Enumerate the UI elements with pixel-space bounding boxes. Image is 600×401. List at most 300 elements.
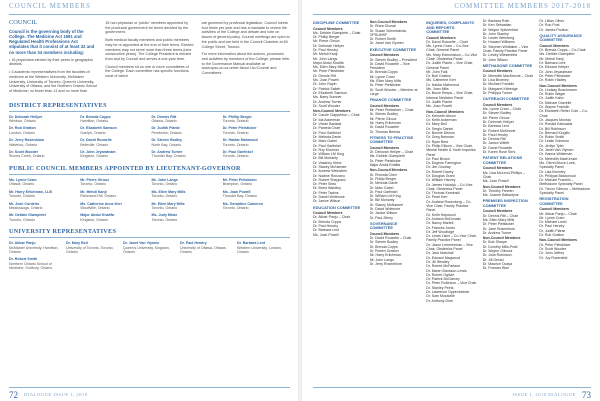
committee-member: Dr. Michael Franklin – Methadone Specialty Panel <box>539 178 583 187</box>
member-name: Dr. Jerry Rosenblum <box>9 138 45 143</box>
committee-member: Dr. Paul Brown <box>426 156 450 161</box>
member-entry <box>152 178 219 187</box>
committee-member: Dr. Lisa Bromley <box>539 169 566 174</box>
committee-member: Dr. Ken Sebastian <box>482 23 512 28</box>
member-location: Northern Ontario School of Medicine, Sudbury, Ontario <box>9 261 53 271</box>
committee-member: Major Abdul Khalifa <box>369 163 401 168</box>
committee-columns <box>313 19 591 383</box>
committee-subheading: Non-Council Members <box>539 238 578 243</box>
committee-member: Dr. Stacey McNamee <box>369 202 404 207</box>
member-location: University of Toronto, Toronto, Ontario <box>66 245 114 254</box>
member-location: Toronto, Ontario <box>151 182 178 187</box>
member-entry <box>80 213 147 222</box>
committee-member: Dr. Jason Lemmerman – Vice Chair, Obstetrics Panel <box>426 242 473 252</box>
committee-subheading: Council Members <box>313 211 343 216</box>
member-location: Toronto, Ontario <box>9 217 35 222</box>
committee-member: Dr. David Rouselle – Chair <box>369 236 412 241</box>
university-title: UNIVERSITY REPRESENTATIVES <box>9 228 290 238</box>
committee-member: Ms. Joan Mills <box>426 87 449 92</box>
committee-member: Dr. Vasanny Mrkic <box>313 160 342 165</box>
committee-member: Dr. John Wilson <box>482 57 508 62</box>
member-location: North Bay, Ontario <box>151 142 181 147</box>
committee-subheading: Council Members <box>482 102 513 107</box>
committee-member: Dr. Dennis Ritt <box>313 73 336 78</box>
committee-member: Dr. Daniel Whitmore <box>313 195 345 200</box>
member-name: Dr. Paul Garfinkel <box>222 150 253 155</box>
about-column-1 <box>9 21 97 97</box>
committee-member: Dr. Akbar Panju – Chair <box>313 215 351 220</box>
committee-member: Dr. Steven Bodley – President <box>369 57 417 62</box>
committee-subheading: Council Members <box>369 103 400 108</box>
committee-member: Dr. Wayne Franklin <box>539 105 570 110</box>
committee-subheading: Non-Council Members <box>539 83 578 88</box>
member-name: Dr. Andrew Turner <box>151 150 183 155</box>
committee-member: Dr. Paul Hendry <box>313 47 339 52</box>
committee-member: Mr. John Langs <box>369 257 394 262</box>
committee-member: Dr. Roy Kirshner <box>313 147 340 152</box>
committee-member: Ms. Debbie Giampietri <box>539 52 575 57</box>
committee-column <box>370 19 422 383</box>
member-name: Ms. Geraldine Cameron <box>222 201 263 206</box>
committee-member: Dr. Michael Franklin <box>482 82 515 87</box>
committee-member: Dr. Kenneth Abson <box>426 113 456 118</box>
member-name: Mr. Peter Pielsticker <box>222 177 257 182</box>
member-location: Toronto, Ontario <box>151 217 178 222</box>
member-name: Mr. John Langs <box>151 177 178 182</box>
committee-member: Ms. Lisa McLeod-Phillips – Chair <box>482 170 525 179</box>
committee-member: Dr. Barbara Lent <box>482 124 509 129</box>
right-page <box>300 0 600 401</box>
committee-member: Dr. Sam Mocaville <box>426 294 455 299</box>
committee-member: Dr. Ron Post <box>539 23 560 28</box>
committee-member: Dr. Marc Gabel <box>369 185 394 190</box>
committee-member: Dr. Dennis Ritt – Chair <box>482 213 519 218</box>
committee-member: Dr. Margaret Kittredge <box>482 86 518 91</box>
committee-member: Dr. Paul Hendry <box>482 132 508 137</box>
member-name: Ms. Judy Mintz <box>151 213 178 218</box>
member-entry <box>9 126 76 135</box>
committee-member: Dr. Robin Smith <box>539 135 565 140</box>
committee-member: Dr. Haidar Mahmoud <box>426 82 459 87</box>
committee-member: Dr. Keith Ackerman <box>426 118 457 123</box>
right-header-bar <box>313 0 591 15</box>
page-number: 72 <box>9 389 18 400</box>
committee-member: Dr. Scott Wooder <box>313 103 340 108</box>
committee-member: Dr. Andrew Rosenberg – Co-Vice Chair, Family Practice Panel <box>426 199 472 213</box>
committee-member: Dr. William LM King <box>313 152 344 157</box>
member-location: Toronto, Ontario <box>222 205 249 210</box>
committee-member: Dr. Lesley Wiesenfeld <box>482 53 518 58</box>
page-number: 73 <box>582 389 591 400</box>
member-entry <box>123 241 176 254</box>
committee-subheading: Non-Council Members <box>482 184 521 189</box>
committee-member: Dr. Vivian Barakat <box>313 122 342 127</box>
committee-member: Dr. Timothy Frewen <box>482 188 514 193</box>
about-paragraph: Council members sit on one or more committees of the College. Each committee has specific functions, most of which <box>105 64 190 79</box>
member-location: Richmond Hill, Ontario <box>80 194 117 199</box>
committee-member: Dr. Stephen Whittaker – Vice Chair, Family Practice Panel <box>482 44 529 54</box>
committee-member: Dr. Judith Plante – Vice Chair, General Panel <box>426 61 474 70</box>
about-paragraph: • 16 physicians elected by their peers in geographic districts. <box>9 57 94 67</box>
committee-member: Ms. Joanne Ballantyne <box>482 193 519 198</box>
committee-member: Dr. Jane Rosenblum <box>482 226 515 231</box>
section-header: COMMITTEE MEMBERS 2017-2018 <box>454 2 591 10</box>
committee-member: Ms. Joan Powell <box>426 104 453 109</box>
committee-member: Dr. Patrick Safieh <box>313 86 341 91</box>
member-entry <box>9 138 76 147</box>
committee-member: Dr. Janet Van Vlymen <box>539 148 574 153</box>
committee-member: Dr. Rhonda Chen <box>369 172 398 177</box>
committee-member: Dr. Susan Schneiwinds, OPSUMSF <box>369 28 408 37</box>
committee-member: Ms. Joan Powell <box>313 78 339 83</box>
member-location: Toronto, Ontario <box>151 205 178 210</box>
member-name: Ms. Joan Powell <box>222 189 251 194</box>
committee-member: Dr. Philip Ellison – Vice Chair, Mental Health & Youth Inquiries Panel <box>426 143 476 157</box>
committee-subheading: Non-Council Members <box>482 236 521 241</box>
member-name: Dr. Brenda Copps <box>80 114 111 119</box>
committee-subheading: Non-Council Members <box>313 109 351 114</box>
committee-column <box>426 19 478 383</box>
committee-member: Dr. Keith Haywood <box>426 212 456 217</box>
committee-member: Ms. Lynne Cram – Chair <box>482 107 522 112</box>
member-location: Belleville, Ontario <box>80 142 109 147</box>
committee-member: Dr. Bob Sharpe <box>482 240 508 245</box>
member-location: Queen's University, Kingston, Ontario <box>123 245 170 254</box>
committee-member: Mr. Pierre Giroux <box>313 39 340 44</box>
committee-member: Dr. Philippa Blackwood <box>539 173 576 178</box>
committee-member: Dr. Howard Williams <box>482 40 515 45</box>
member-entry <box>180 241 233 254</box>
committee-member: Ms. Ellen Mary Mills <box>482 217 515 222</box>
council-heading: COUNCIL <box>9 19 38 26</box>
committee-member: Dr. Lillian Oliver <box>539 19 565 23</box>
committee-subheading: Council Members <box>369 53 400 58</box>
committee-member: Dr. Robin Wager <box>539 92 566 97</box>
committee-member: Dr. Robert Davey <box>426 169 454 174</box>
committee-subheading: Council Members <box>426 35 456 40</box>
member-location: Toronto, Ontario <box>222 119 249 124</box>
committee-member: Ms. Catherine Kerr <box>426 78 456 83</box>
committee-member: Mr. Lynne Cram <box>369 74 395 79</box>
committee-member: Dr. John Rapin <box>313 82 337 87</box>
member-name: Dr. Deborah Hellyer <box>9 114 43 119</box>
member-name: Mr. Ellen Mary Mills <box>151 201 185 206</box>
committee-subheading: Non-Council Members <box>426 109 464 114</box>
committee-member: Dr. Jerry Rosenblum <box>369 261 402 266</box>
committee-member: Dr. Michael Lenki <box>539 220 567 225</box>
committee-member: Dr. Karen Rose Sirrs <box>482 150 516 155</box>
committee-member: Mr. Mehdi Kanji <box>539 56 564 61</box>
committee-member: Dr. Peter Sheu <box>313 182 337 187</box>
committee-member: Dr. Douglas Grant <box>426 174 455 178</box>
member-entry <box>152 190 219 199</box>
member-location: Thunder Bay, Ontario <box>151 154 186 159</box>
member-name: Dr. Judith Plante <box>151 126 180 131</box>
member-name: Dr. Akbar Panju <box>9 241 36 246</box>
member-entry <box>237 241 290 254</box>
member-entry <box>80 126 147 135</box>
committee-member: Dr. Lester Weinberg <box>482 36 515 41</box>
member-name: Dr. David Rouselle <box>80 138 112 143</box>
committee-member: Dr. Carole Clapperton – Chair <box>313 113 360 118</box>
committee-title: DISCIPLINE COMMITTEE <box>313 20 360 25</box>
committee-subheading: Council Members <box>482 166 513 171</box>
committee-member: Dr. Janet Van Vlymen <box>369 41 404 46</box>
committee-member: Dr. Andrew McDonald <box>426 216 461 221</box>
member-entry <box>9 213 76 222</box>
about-paragraph: Both medical faculty members and public members may be re-appointed at the end of their terms. Elected members may not serve more than three terms (nine consecutive years). The College President is elected from and by Council and serves a one-year term. <box>105 38 194 61</box>
committee-member: Dr. Rob Gratton <box>539 233 565 238</box>
left-header-bar <box>9 0 290 15</box>
committee-member: Mr. Pierre Giroux <box>369 116 397 121</box>
member-name: Dr. Haidar Mahmoud <box>222 138 258 143</box>
about-paragraph: Council is the governing body of the College. The Medicine Act 1991 and Regulated Health Professions Act stipulates that it consist of at least 32 and no more than 34 members including: <box>9 28 95 55</box>
committee-member: Dr. Robert Sheppard <box>313 177 346 182</box>
member-entry <box>80 115 147 124</box>
member-location: Mississauga, Ontario <box>9 205 43 210</box>
committee-member: Dr. Steven Bodley <box>482 111 512 116</box>
committee-member: Dr. Nancy Martell <box>426 221 454 226</box>
committee-member: Dr. Barbara Roth <box>482 19 510 23</box>
committee-title: QUALITY ASSURANCE COMMITTEE <box>539 32 582 43</box>
committee-title: REGISTRATION COMMITTEE <box>539 196 569 206</box>
member-entry <box>9 202 76 211</box>
committee-member: Dr. Greg Brennan <box>426 135 454 140</box>
committee-member: Mr. Lynne Cram <box>539 215 565 220</box>
committee-member: Dr. Jacques Moreau <box>539 117 572 122</box>
committee-subheading: Council Members <box>539 207 569 212</box>
committee-member: Dr. Andrew Weinstein <box>313 169 347 174</box>
journal-name: DIALOGUE ISSUE 1, 2018 <box>24 392 88 397</box>
member-entry <box>66 241 119 254</box>
left-footer <box>9 387 290 401</box>
about-paragraph: 15 non-physician or 'public' members appointed by the provincial government for terms decided by the government. <box>105 21 189 35</box>
committee-member: Dr. Deborah Hellyer <box>482 119 514 124</box>
committee-member: Dr. Philippa Turner <box>482 90 513 95</box>
member-entry <box>80 150 147 159</box>
member-entry <box>80 178 147 187</box>
committee-title: METHADONE COMMITTEE <box>482 62 533 68</box>
committee-member: Dr. Melinda Davie <box>313 134 341 139</box>
committee-member: Dr. Marie Olavsson-Lewis <box>426 268 467 273</box>
committee-member: Dr. Hanna Whiteman <box>539 152 573 157</box>
member-location: Ottawa, Ontario <box>151 119 177 124</box>
committee-subheading: Council Members <box>313 26 343 31</box>
committee-member: Dr. Scott Wooder <box>539 246 567 251</box>
committee-member: Major Abdul Khalifa <box>313 60 344 65</box>
committee-member: Dr. Robert McKenzie <box>482 128 516 133</box>
committee-member: Dr. Bruce Reeps – Vice Chair, Internal Medicine Panel <box>426 91 474 100</box>
member-name: Mr. Debbie Giampietri <box>9 213 46 218</box>
committee-title: INQUIRIES, COMPLAINTS AND REPORTS COMMITTEE <box>426 20 474 34</box>
committee-member: Dr. Andrew Turner <box>313 99 342 104</box>
committee-column <box>313 19 365 383</box>
committee-member: Dr. Michael Gravelle <box>539 100 572 105</box>
committee-member: Dr. Pearl Kerr <box>426 195 448 200</box>
member-location: Windsor, Ontario <box>9 119 36 124</box>
member-location: Stoney Creek, Ontario <box>9 154 45 159</box>
committee-member: Dr. Meredith MacKenzie – Chair <box>482 73 534 78</box>
committee-member: Dr. David Rouselle – Vice President <box>369 61 410 71</box>
committee-subheading: Council Members <box>369 231 400 236</box>
committee-member: Mr. Harry Erlichman <box>369 120 401 125</box>
committee-member: Dr. Bill Mohanty <box>313 156 338 161</box>
public-grid <box>9 178 290 222</box>
member-location: Toronto, Ontario <box>9 194 35 199</box>
member-entry <box>152 126 219 135</box>
member-location: Hamilton, Ontario <box>80 119 109 124</box>
committee-member: Dr. Brenda Copps – Co-Chair <box>539 48 586 53</box>
committee-member: Dr. Stanley Peiris <box>426 285 454 290</box>
member-entry <box>152 213 219 222</box>
committee-member: Dr. Wayne Spitzenblat <box>482 27 518 32</box>
committee-member: Dr. Frances Jones <box>426 225 455 230</box>
committee-member: Dr. Mary Bell <box>426 122 447 127</box>
committee-member: Dr. Janice Wilson <box>369 211 397 216</box>
committee-member: Dr. Ryan Best <box>426 139 449 144</box>
member-location: Toronto, Ontario <box>151 194 178 199</box>
member-location: London, Ontario <box>9 130 35 135</box>
member-name: Dr. John Jeyaratnam <box>80 150 116 155</box>
committee-member: Mr. Mehdi Kanji <box>313 52 338 57</box>
committee-member: Dr. Wayne Gilmour <box>482 249 513 254</box>
committee-member: Ms. Joan Powell <box>482 179 509 184</box>
committee-member: Dr. Jerilyn Tyler <box>539 143 564 148</box>
committee-member: Dr. Frances Blue <box>482 266 510 271</box>
committee-member: Dr. Eugene Farrington <box>426 161 462 166</box>
committee-subheading: Council Members <box>482 209 513 214</box>
member-name: Ms. Catherine Anne Kerr <box>80 201 123 206</box>
committee-member: Ms. Barry Sumner <box>313 95 342 100</box>
committee-subheading: Council Members <box>539 43 569 48</box>
member-location: Brampton, Ontario <box>222 182 253 187</box>
committee-member: Dr. Andrew Turner <box>482 230 512 235</box>
about-column-3 <box>202 21 290 97</box>
member-entry <box>152 138 219 147</box>
committee-member: Dr. Phillip Berger <box>313 35 340 40</box>
committee-title: GOVERNANCE COMMITTEE <box>369 220 398 231</box>
committee-member: Dr. Thomas Kaminski <box>426 191 460 196</box>
committee-member: Dr. Peter Pielsticker <box>369 83 401 88</box>
district-grid <box>9 115 290 159</box>
member-entry <box>223 190 290 199</box>
member-name: Dr. Dennis Ritt <box>151 114 177 119</box>
member-name: Dr. Scott Wooder <box>9 150 39 155</box>
committee-member: Dr. Robin Hadley <box>539 78 567 83</box>
committee-member: Dr. Bill Robinson <box>539 126 566 131</box>
committee-member: Dr. William Harvey <box>426 178 456 183</box>
committee-member: Dr. Peter Robinson – Vice Chair <box>426 281 477 286</box>
member-name: Mr. Harry Erlichman, LLB <box>9 189 52 194</box>
university-section <box>9 228 290 270</box>
committee-member: Dr. Janice Wilson <box>313 199 341 204</box>
member-entry <box>9 257 62 270</box>
committee-subheading: Council Members <box>369 145 400 150</box>
committee-member: Dr. Bonnie Dennis <box>426 131 455 136</box>
committee-member: Dr. Patrick McGarvey <box>426 277 460 282</box>
committee-member: Dr. John Jeffrey <box>539 251 565 256</box>
committee-member: Dr. Edward Hellyer <box>539 65 569 70</box>
right-footer <box>313 387 591 401</box>
member-entry <box>152 115 219 124</box>
about-column-2 <box>105 21 193 97</box>
committee-member: Dr. David Rouselle <box>482 145 513 150</box>
member-name: Dr. Peter Pielsticker <box>222 126 257 131</box>
committee-member: Mr. Harry Erlichman <box>369 253 401 258</box>
committee-member: Dr. Paul Hendry <box>313 224 339 229</box>
committee-title: PATIENT RELATIONS COMMITTEE <box>482 155 523 165</box>
committee-member: Dr. Brenda Copps <box>369 244 398 249</box>
committee-member: Dr. Judith Kahn <box>539 96 564 101</box>
committee-title: PREMISES INSPECTION COMMITTEE <box>482 198 528 208</box>
committee-member: Ms. Ellen Mary Mills <box>313 65 345 70</box>
committee-member: Dr. Steven Bodley <box>369 112 398 117</box>
member-location: Toronto, Ontario <box>222 142 249 147</box>
public-title: PUBLIC COUNCIL MEMBERS APPOINTED BY LIEUTENANT-GOVERNOR <box>9 165 290 175</box>
member-location: Pembroke, Ontario <box>151 130 182 135</box>
committee-member: Mr. Peter Pielsticker – Chair <box>369 108 414 113</box>
committee-member: Mr. John Langs <box>313 56 338 61</box>
committee-member: Dr. Phillip Berger <box>369 176 397 181</box>
committee-member: Dr. Jill Westley <box>426 259 450 264</box>
committee-member: Dr. Brent Wardley <box>313 186 341 191</box>
committee-member: Ms. Mary Edmondson – Co-Vice Chair, Obstetrics Panel <box>426 52 478 61</box>
member-name: Dr. Janet Van Vlymen <box>123 241 160 246</box>
committee-member: Dr. Nadine Ronzano <box>313 173 345 178</box>
member-name: Dr. Paul Hendry <box>180 241 207 246</box>
committee-member: Ms. Debbie Giampietri – Chair <box>313 30 361 35</box>
committee-member: Dr. Barbara Lent <box>313 228 340 233</box>
member-location: Western University, London, Ontario <box>237 245 282 254</box>
member-name: Dr. Barbara Lent <box>237 241 265 246</box>
member-location: Kingston, Ontario <box>80 154 109 159</box>
committee-member: Dr. Lawrence Oppenheimer <box>426 290 470 295</box>
journal-name: ISSUE 1, 2018 DIALOGUE <box>512 392 576 397</box>
member-entry <box>152 150 219 159</box>
member-entry <box>80 202 147 211</box>
committee-member: Dr. Paul Zitney <box>369 215 393 220</box>
member-name: Major Abdul Khalifa <box>80 213 114 218</box>
committee-title: EXECUTIVE COMMITTEE <box>369 46 417 52</box>
committee-member: Dr. Bill Mohanty <box>369 198 395 203</box>
committee-member: Dr. Bernard Kinglitz <box>539 130 570 135</box>
member-name: Ms. Lynne Cram <box>9 177 37 182</box>
member-entry <box>223 138 290 147</box>
member-location: McMaster University, Hamilton, Ontario <box>9 245 59 254</box>
committee-member: Dr. Robert Ogilvie <box>426 272 455 277</box>
member-entry <box>223 126 290 135</box>
committee-title: FITNESS TO PRACTISE COMMITTEE <box>369 134 414 145</box>
committee-member: Dr. Judith Plante <box>539 228 566 233</box>
member-entry <box>9 115 76 124</box>
committee-member: Mr. Pierre Giroux <box>482 115 510 120</box>
member-name: Dr. Phillip Berger <box>222 114 252 119</box>
committee-member: Dr. Scott Wooder – Member at Large <box>369 87 418 96</box>
committee-member: Dr. Robert McFarlane <box>426 264 461 269</box>
about-paragraph: For more information about the actions, processes and activities by members of the College, please refer to the Governance Manual available at www.cpso.on.ca under About Us>Council and Committees. <box>201 52 290 76</box>
committee-member: Dr. Jeff Woolridge <box>426 229 455 234</box>
member-name: Mr. Jose Cordeiro <box>9 201 40 206</box>
committee-member: Dr. Leslie Solomon <box>539 139 570 144</box>
university-grid <box>9 241 290 270</box>
about-paragraph: are governed by provincial legislation. Council meets four times per year and has a mandate to review the activities of the College and debate and vote on issues of general policy. Council meetings are open to the public and are held in the Council Chamber at 80 College Street, Toronto. <box>201 21 290 49</box>
member-entry <box>9 150 76 159</box>
member-location: Kingston, Ontario <box>80 217 109 222</box>
committee-member: Dr. Deborah Hellyer <box>313 43 345 48</box>
committee-subheading: Non-Council Members <box>369 20 408 24</box>
committee-member: Dr. James Holodyk – Co-Vice Chair, Obstetrics Panel <box>426 182 473 191</box>
committee-title: FINANCE COMMITTEE <box>369 97 412 103</box>
